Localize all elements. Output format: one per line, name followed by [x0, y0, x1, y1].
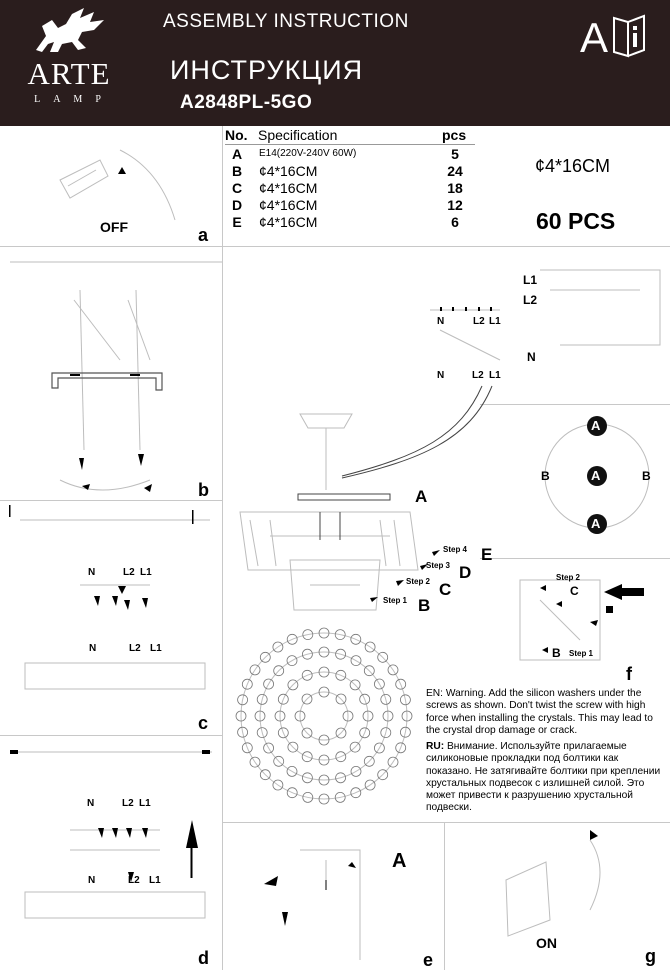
- model-number: A2848PL-5GO: [180, 92, 313, 113]
- step-g-caption: ON: [536, 935, 557, 951]
- step-d-l1-bottom: L1: [149, 875, 161, 886]
- step-f-b: B: [552, 646, 561, 660]
- spec-row-desc: ¢4*16CM: [259, 163, 318, 179]
- step-label-f: f: [626, 664, 632, 684]
- step-d-l2-bottom: L2: [128, 875, 140, 886]
- spec-row-pcs: 12: [447, 197, 463, 213]
- legend-a-top: A: [591, 418, 601, 433]
- spec-row-desc: ¢4*16CM: [259, 197, 318, 213]
- spec-row-pcs: 5: [451, 146, 459, 162]
- legend-b-right: B: [642, 469, 651, 483]
- spec-row-no: B: [231, 163, 243, 179]
- wiring-n: N: [527, 350, 536, 364]
- step-d-n-bottom: N: [88, 875, 96, 886]
- wiring-mid-l1: L1: [489, 370, 501, 381]
- crystal-total: 60 PCS: [536, 208, 616, 234]
- spec-row-desc: ¢4*16CM: [259, 180, 318, 196]
- main-part-a: A: [415, 487, 428, 506]
- step-d-l1: L1: [139, 798, 151, 809]
- spec-row-no: E: [232, 214, 242, 230]
- step-c-l2-bottom: L2: [129, 643, 141, 654]
- main-step-3: Step 3: [426, 561, 451, 570]
- step-label-b: b: [198, 480, 209, 500]
- main-step-2: Step 2: [406, 577, 431, 586]
- step-label-a: a: [198, 225, 209, 245]
- step-c-n: N: [88, 567, 96, 578]
- warning-ru-text: Внимание. Используйте прилагаемые силиконовые прокладки под болтики как показано. Не затягивайте болтики при креплении хрустальных подвесок с излишней силой. Это может привести к разрушению хрустальной подвески.: [426, 741, 661, 814]
- step-c-l1: L1: [140, 567, 152, 578]
- spec-row-pcs: 18: [447, 180, 463, 196]
- wiring-mid-l2: L2: [472, 370, 484, 381]
- main-step-4: Step 4: [443, 545, 468, 554]
- spec-row-desc: ¢4*16CM: [259, 214, 318, 230]
- warning-en-label: EN:: [426, 688, 443, 699]
- brand-sub: LAMP: [34, 94, 114, 105]
- wiring-top-n: N: [437, 316, 445, 327]
- step-label-g: g: [645, 946, 656, 966]
- wiring-top-l1: L1: [489, 316, 501, 327]
- main-part-c: C: [439, 580, 452, 599]
- spec-row-no: A: [231, 146, 243, 162]
- wiring-l1: L1: [523, 273, 538, 287]
- title-en: ASSEMBLY INSTRUCTION: [163, 11, 409, 32]
- step-a-caption: OFF: [100, 219, 128, 235]
- warning-en: [426, 688, 666, 737]
- wiring-l2: L2: [523, 293, 538, 307]
- step-d-n: N: [87, 798, 95, 809]
- step-c-n-bottom: N: [89, 643, 97, 654]
- main-part-b: B: [418, 596, 431, 615]
- wiring-top-l2: L2: [473, 316, 485, 327]
- spec-row-desc: E14(220V-240V 60W): [259, 148, 357, 159]
- warning-ru-label: RU:: [426, 741, 445, 752]
- main-step-1: Step 1: [383, 596, 408, 605]
- step-f-step1: Step 1: [569, 649, 594, 658]
- spec-header-pcs: pcs: [442, 127, 467, 143]
- step-c-l1-bottom: L1: [150, 643, 162, 654]
- svg-text:A: A: [580, 14, 609, 58]
- warning-en-text: Warning. Add the silicon washers under the screws as shown. Don't twist the screw with high force when installing the crystals. This may lead to the crystal drop damage or crack.: [426, 688, 653, 736]
- step-f-step2: Step 2: [556, 573, 581, 582]
- brand-name: ARTE: [27, 56, 111, 91]
- legend-b-left: B: [541, 469, 550, 483]
- title-ru: ИНСТРУКЦИЯ: [170, 55, 364, 85]
- spec-header-no: No.: [225, 127, 248, 143]
- crystal-size: ¢4*16CM: [535, 156, 611, 176]
- step-d-l2: L2: [122, 798, 134, 809]
- wiring-mid-n: N: [437, 370, 445, 381]
- spec-row-pcs: 6: [451, 214, 459, 230]
- spec-row-pcs: 24: [447, 163, 463, 179]
- warning-ru: [426, 741, 666, 815]
- step-label-e: e: [423, 950, 434, 970]
- step-c-l2: L2: [123, 567, 135, 578]
- spec-row-no: C: [231, 180, 243, 196]
- step-label-c: c: [198, 713, 209, 733]
- legend-a-center: A: [591, 468, 601, 483]
- spec-row-no: D: [231, 197, 243, 213]
- step-e-part-a: A: [392, 850, 407, 872]
- spec-header-spec: Specification: [258, 127, 338, 143]
- legend-a-bottom: A: [591, 516, 601, 531]
- step-label-d: d: [198, 948, 209, 968]
- step-f-c: C: [570, 584, 579, 598]
- main-part-d: D: [459, 563, 472, 582]
- main-part-e: E: [481, 545, 493, 564]
